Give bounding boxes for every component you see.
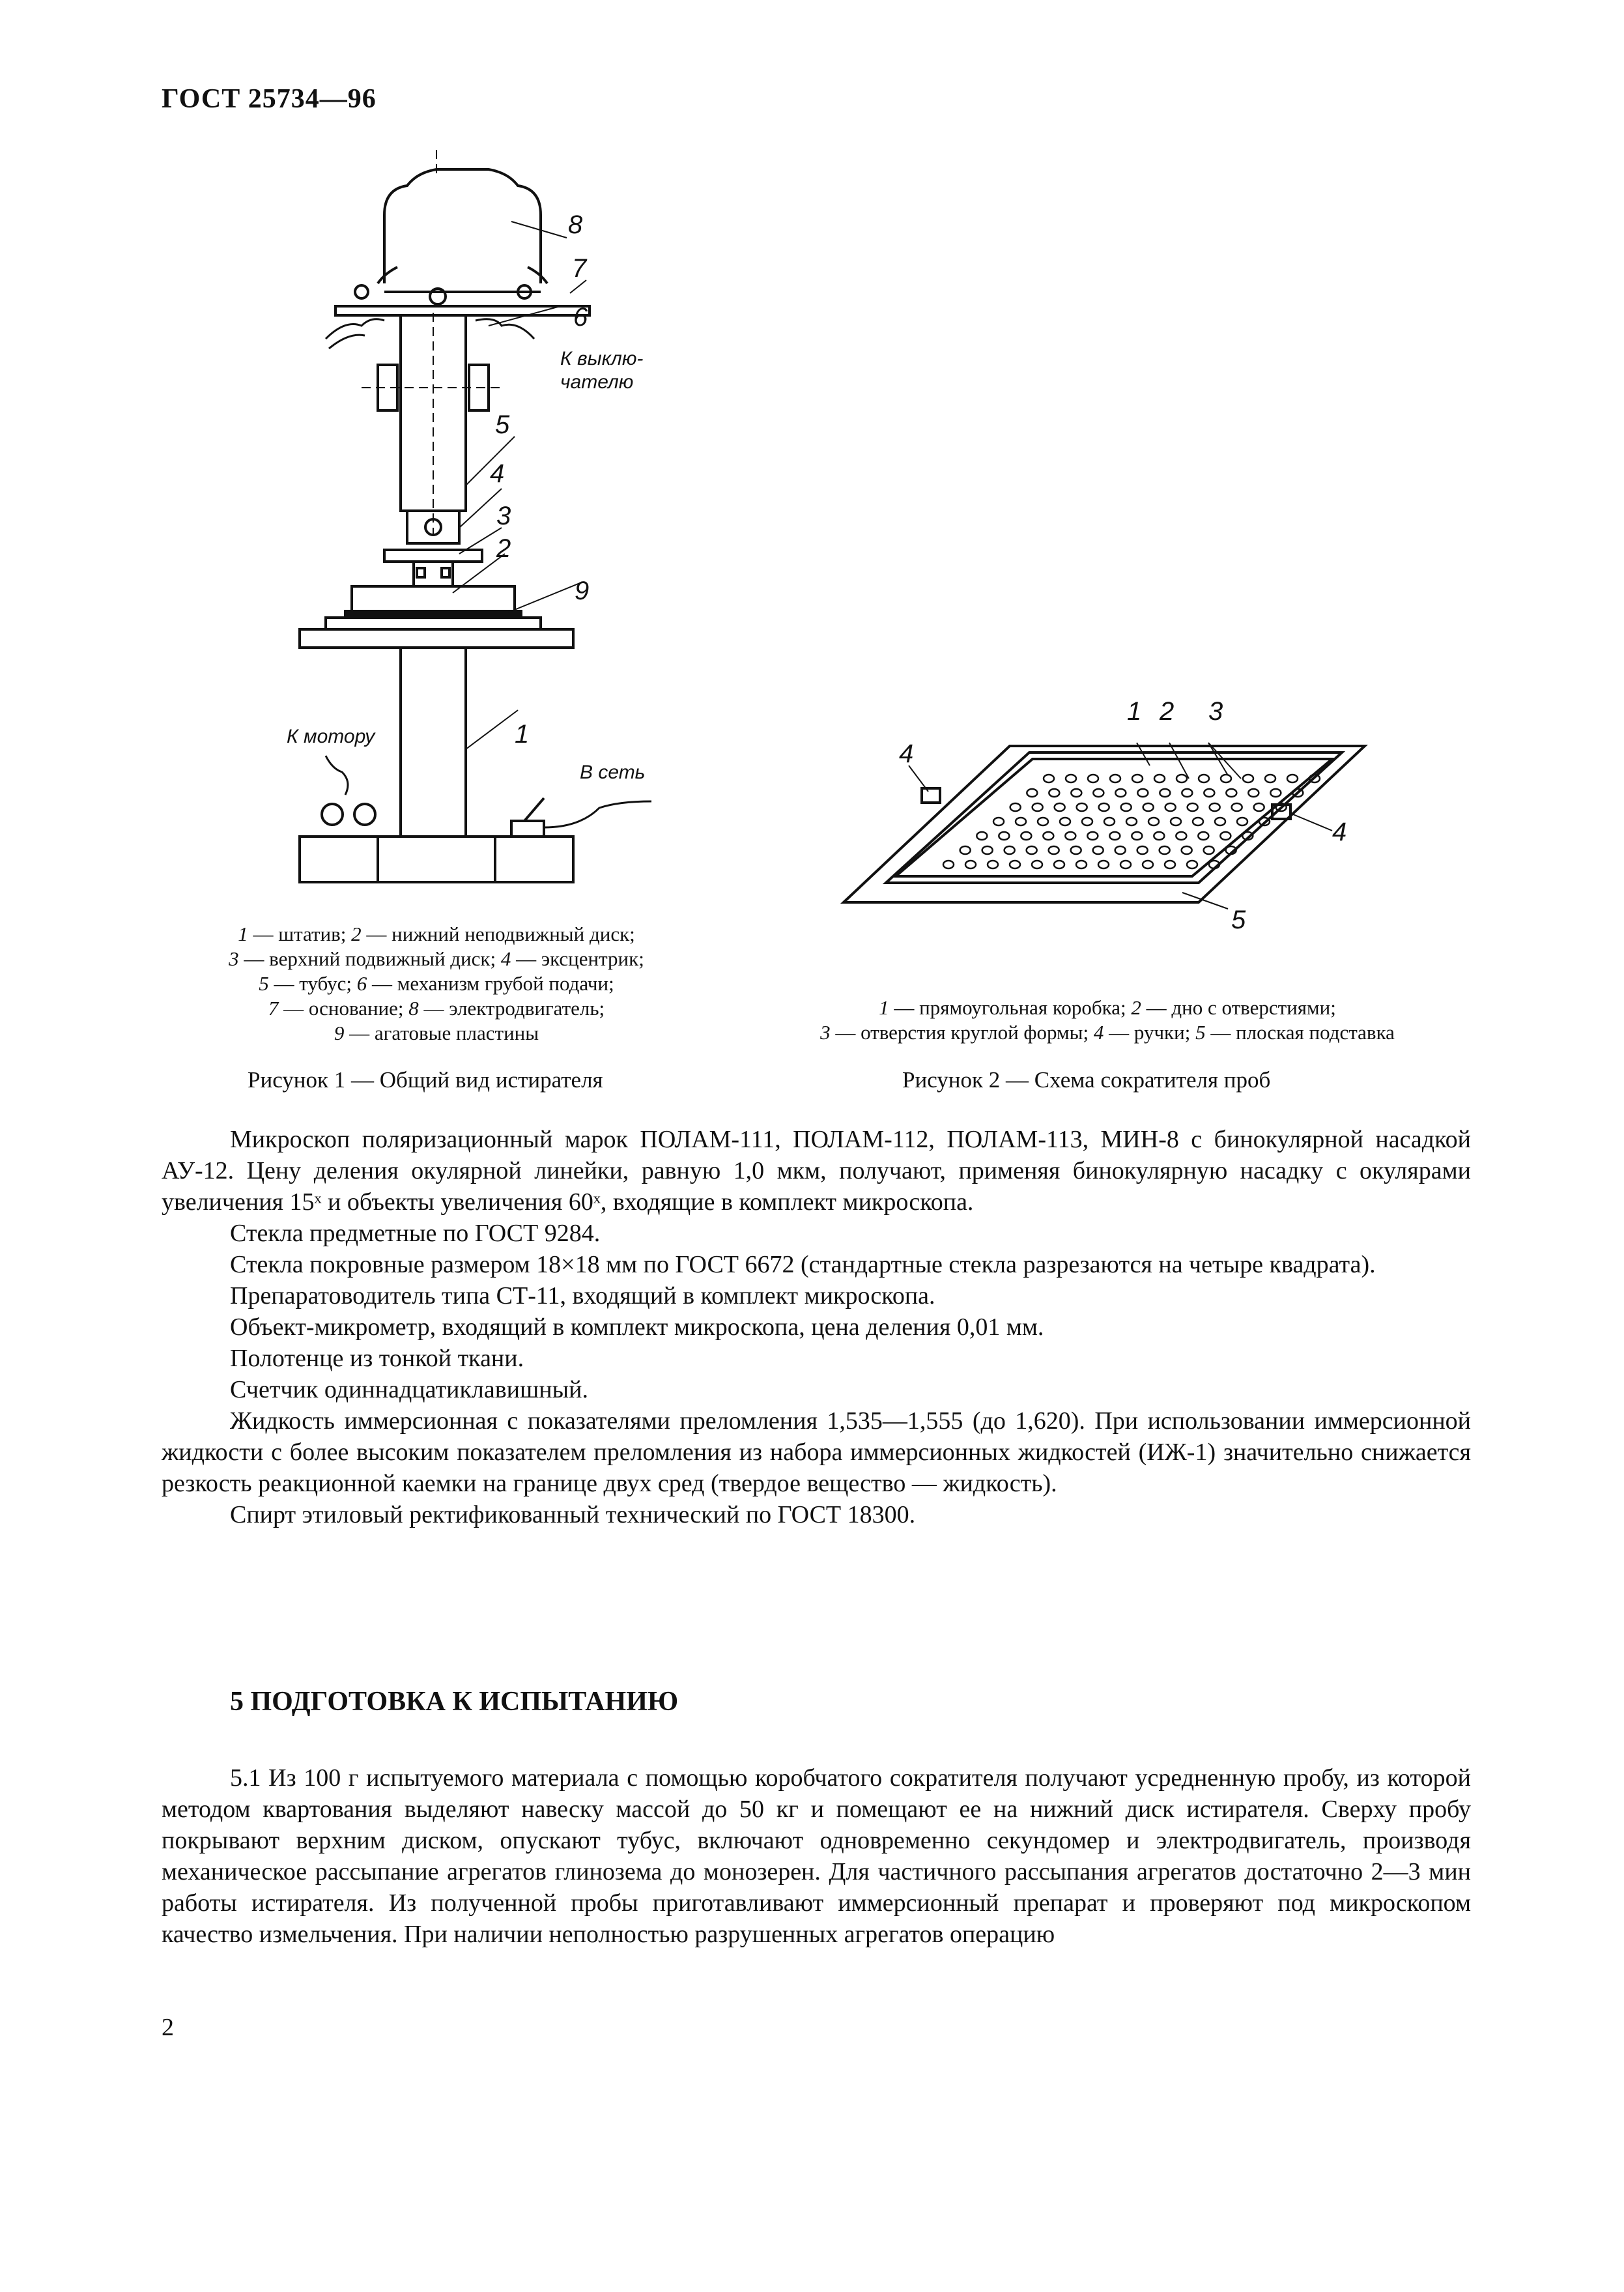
hole — [1049, 846, 1059, 854]
note-switch-2: чателю — [560, 371, 634, 393]
hole — [993, 818, 1004, 825]
paragraph: Микроскоп поляризационный марок ПОЛАМ-111, ПОЛАМ-112, ПОЛАМ-113, МИН-8 с бинокулярной насадкой АУ-12. Цену деления окулярной линейки, равную 1,0 мкм, получают, применяя бинокулярную насадку с окулярами увеличения 15ˣ и объекты увеличения 60ˣ, входящие в комплект микроскопа. — [162, 1126, 1471, 1216]
handle-left — [922, 788, 940, 803]
hole — [1121, 803, 1132, 811]
fig1-callout-3: 3 — [496, 502, 511, 530]
hole — [1087, 832, 1098, 840]
legend-line: 3 — верхний подвижный диск; 4 — эксцентрик; — [229, 947, 644, 970]
hole — [1043, 832, 1053, 840]
hole — [1104, 818, 1115, 825]
paragraph: 5.1 Из 100 г испытуемого материала с помощью коробчатого сократителя получают усредненную пробу, из которой методом квартования выделяют навеску массой до 50 кг и помещают ее на нижний диск истирателя. Сверху пробу покрывают верхним диском, опускают тубус, включают одновременно секундомер и электродвигатель, производя механическое рассыпание агрегатов глинозема до монозерен. Для частичного рассыпания агрегатов достаточно 2—3 мин работы истирателя. Из полученной пробы приготавливают иммерсионный препарат и проверяют под микроскопом качество измельчения. При наличии неполностью разрушенных агрегатов операцию — [162, 1764, 1471, 1948]
hole — [1082, 818, 1092, 825]
hole — [1120, 861, 1131, 868]
fig1-callout-9: 9 — [575, 577, 590, 605]
hole — [1055, 803, 1065, 811]
note-mains: В сеть — [580, 762, 646, 783]
hole — [1109, 832, 1120, 840]
section-heading: 5 ПОДГОТОВКА К ИСПЫТАНИЮ — [230, 1687, 679, 1717]
hole — [1032, 861, 1042, 868]
hole — [1137, 789, 1148, 797]
hole — [1033, 803, 1043, 811]
hole — [1198, 832, 1208, 840]
hole — [1237, 818, 1247, 825]
fig1-callout-7: 7 — [572, 254, 587, 283]
hole — [982, 846, 993, 854]
hole — [1148, 818, 1159, 825]
hole — [1270, 789, 1281, 797]
hole — [1132, 775, 1143, 782]
hole — [1076, 861, 1087, 868]
legend-line: 1 — прямоугольная коробка; 2 — дно с отверстиями; — [879, 996, 1336, 1019]
hole — [988, 861, 998, 868]
fig2-callout-4-right: 4 — [1332, 818, 1347, 846]
hole — [1226, 789, 1236, 797]
paragraph: Жидкость иммерсионная с показателями преломления 1,535—1,555 (до 1,620). При использовании иммерсионной жидкости с более высоким показателем преломления из набора иммерсионных жидкостей (ИЖ-1) значительно снижается резкость реакционной каемки на границе двух сред (твердое вещество — жидкость). — [162, 1407, 1471, 1497]
figure-1-drawing — [287, 150, 677, 893]
fig1-callout-2: 2 — [496, 534, 511, 563]
hole — [1254, 803, 1264, 811]
hole — [1265, 775, 1275, 782]
equipment-list — [162, 1124, 1471, 1530]
hole — [1143, 861, 1153, 868]
figure-1-legend — [195, 922, 677, 1046]
hole — [1044, 775, 1054, 782]
hole — [1010, 861, 1020, 868]
legend-line: 3 — отверстия круглой формы; 4 — ручки; 5 — плоская подставка — [820, 1021, 1395, 1044]
hole — [1160, 846, 1170, 854]
document-header: ГОСТ 25734—96 — [162, 84, 377, 114]
hole — [1182, 846, 1192, 854]
hole — [1093, 789, 1104, 797]
hole — [1176, 832, 1186, 840]
hole — [1154, 832, 1164, 840]
hole — [1176, 775, 1187, 782]
paragraph: Стекла предметные по ГОСТ 9284. — [230, 1220, 601, 1247]
hole — [1215, 818, 1225, 825]
figure-2-caption: Рисунок 2 — Схема сократителя проб — [902, 1067, 1271, 1093]
legend-line: 9 — агатовые пластины — [334, 1022, 539, 1044]
fig2-callout-2: 2 — [1160, 697, 1175, 726]
hole — [1115, 846, 1126, 854]
hole — [1071, 789, 1081, 797]
hole — [1154, 775, 1165, 782]
hole — [1054, 861, 1064, 868]
hole — [1210, 803, 1220, 811]
hole — [1027, 789, 1037, 797]
hole — [1171, 818, 1181, 825]
page-number: 2 — [162, 2014, 174, 2041]
hole — [1027, 846, 1037, 854]
hole — [1193, 818, 1203, 825]
hole — [1132, 832, 1142, 840]
hole — [1049, 789, 1059, 797]
hole — [1221, 775, 1231, 782]
hole — [1165, 803, 1176, 811]
hole — [1060, 818, 1070, 825]
hole — [1065, 832, 1076, 840]
hole — [1093, 846, 1104, 854]
fig1-callout-4: 4 — [490, 459, 505, 488]
flat-stand — [844, 746, 1365, 902]
hole — [1287, 775, 1298, 782]
hole — [999, 832, 1009, 840]
hole — [1137, 846, 1148, 854]
paragraph: Счетчик одиннадцатиклавишный. — [230, 1376, 588, 1403]
hole — [1004, 846, 1015, 854]
figure-1-caption: Рисунок 1 — Общий вид истирателя — [248, 1067, 603, 1093]
legend-line: 1 — штатив; 2 — нижний неподвижный диск; — [238, 923, 635, 945]
hole — [1038, 818, 1048, 825]
hole — [1077, 803, 1087, 811]
lower-disc — [352, 586, 515, 611]
paragraph: Полотенце из тонкой ткани. — [230, 1345, 524, 1372]
hole — [1143, 803, 1154, 811]
note-switch-1: К выклю- — [560, 348, 644, 369]
hole — [1126, 818, 1137, 825]
fig2-callout-5: 5 — [1231, 906, 1246, 934]
hole — [1066, 775, 1076, 782]
hole — [1115, 789, 1126, 797]
hole — [1099, 803, 1109, 811]
hole — [1071, 846, 1081, 854]
hole — [1016, 818, 1026, 825]
hole — [1220, 832, 1231, 840]
motor-housing — [384, 169, 541, 283]
fig2-callout-3: 3 — [1208, 697, 1223, 726]
upper-disc — [414, 562, 453, 586]
section-5-text — [162, 1762, 1471, 1950]
hole — [960, 846, 971, 854]
fig1-callout-1: 1 — [515, 720, 530, 749]
paragraph: Спирт этиловый ректификованный технический по ГОСТ 18300. — [230, 1501, 916, 1528]
hole — [1199, 775, 1209, 782]
base-block — [300, 837, 573, 882]
hole — [1204, 789, 1214, 797]
hole — [976, 832, 987, 840]
hole — [1010, 803, 1021, 811]
fig1-callout-8: 8 — [568, 210, 583, 239]
fig2-callout-4-left: 4 — [899, 739, 914, 768]
paragraph: Препаратоводитель типа СТ-11, входящий в комплект микроскопа. — [230, 1282, 935, 1310]
hole — [1187, 861, 1197, 868]
hole — [1182, 789, 1192, 797]
figure-2-drawing — [824, 694, 1397, 948]
legend-line: 5 — тубус; 6 — механизм грубой подачи; — [259, 972, 614, 995]
hole — [1165, 861, 1175, 868]
figure-2-legend — [743, 996, 1472, 1045]
legend-line: 7 — основание; 8 — электродвигатель; — [268, 997, 605, 1020]
hole — [1204, 846, 1214, 854]
hole — [1248, 789, 1259, 797]
hole — [1188, 803, 1198, 811]
fig2-callout-1: 1 — [1127, 697, 1142, 726]
base-plate — [335, 306, 590, 315]
hole — [1098, 861, 1109, 868]
hole — [1232, 803, 1242, 811]
hole — [1088, 775, 1098, 782]
hole — [1110, 775, 1120, 782]
hole — [1160, 789, 1170, 797]
paragraph: Стекла покровные размером 18×18 мм по ГОСТ 6672 (стандартные стекла разрезаются на четыре квадрата). — [230, 1251, 1376, 1278]
note-motor: К мотору — [287, 726, 375, 747]
stand — [401, 648, 466, 837]
hole — [943, 861, 954, 868]
hole — [965, 861, 976, 868]
fig1-callout-6: 6 — [573, 303, 588, 332]
fig1-callout-5: 5 — [495, 410, 510, 439]
stand-platform — [300, 629, 573, 648]
paragraph: Объект-микрометр, входящий в комплект микроскопа, цена деления 0,01 мм. — [230, 1313, 1044, 1341]
hole — [1243, 775, 1253, 782]
hole — [1021, 832, 1031, 840]
